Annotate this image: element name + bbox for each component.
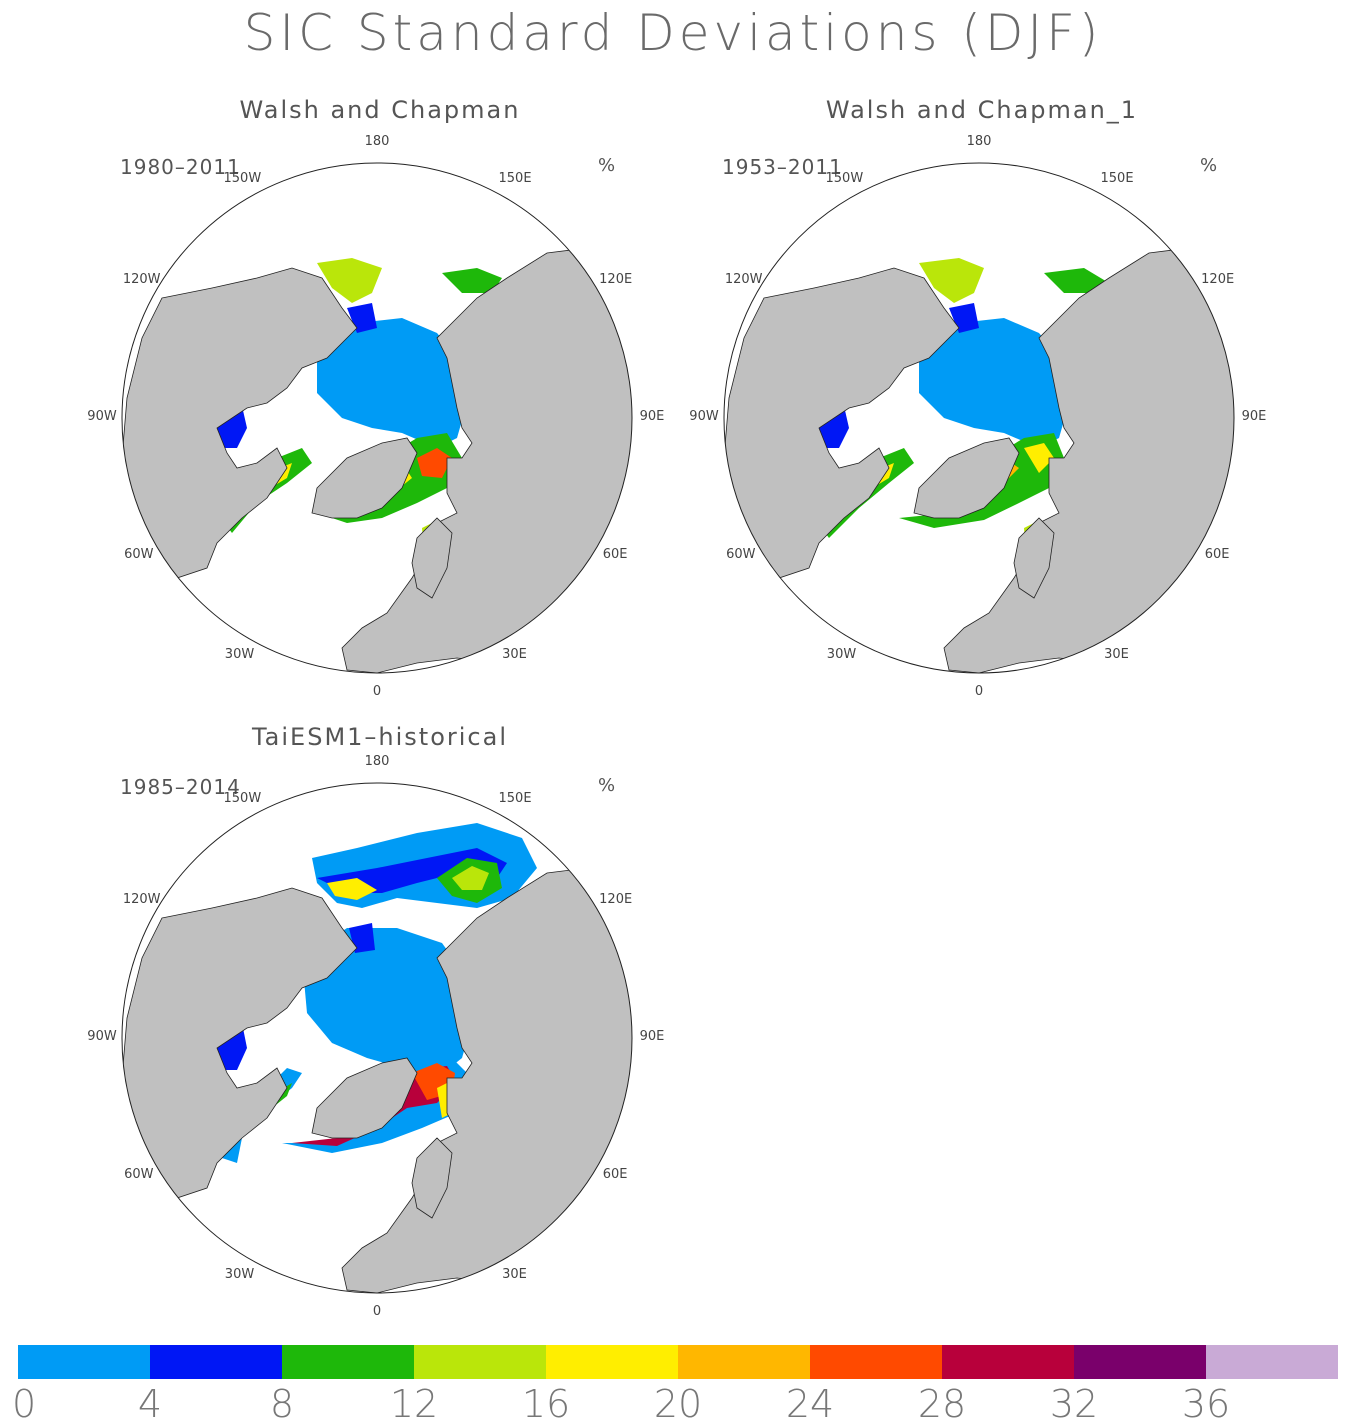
panel-period-3: 1985–2014 xyxy=(120,775,241,799)
lon-label: 30W xyxy=(224,1267,255,1283)
polar-map-2 xyxy=(719,158,1239,678)
lon-label: 150W xyxy=(825,170,864,186)
colorbar-swatch xyxy=(678,1345,810,1379)
lon-label: 150E xyxy=(498,170,532,186)
lon-label: 180 xyxy=(364,754,390,769)
colorbar-swatch xyxy=(282,1345,414,1379)
lon-label: 150W xyxy=(223,790,262,806)
lon-label: 30E xyxy=(502,1267,527,1283)
lon-label: 150E xyxy=(1100,170,1134,186)
lon-label: 120W xyxy=(122,891,161,907)
lon-label: 30W xyxy=(224,647,255,663)
colorbar-tick-label: 4 xyxy=(137,1382,163,1426)
lon-label: 60W xyxy=(124,546,154,562)
lon-label: 150E xyxy=(498,790,532,806)
lon-label: 180 xyxy=(966,134,992,149)
lon-label: 120E xyxy=(599,891,633,907)
colorbar-tick-label: 12 xyxy=(389,1382,439,1426)
polar-map-1 xyxy=(117,158,637,678)
colorbar-swatch xyxy=(1074,1345,1206,1379)
colorbar-swatch xyxy=(942,1345,1074,1379)
lon-label: 0 xyxy=(974,684,984,699)
lon-label: 120E xyxy=(599,271,633,287)
lon-label: 90W xyxy=(689,409,719,424)
lon-label: 150W xyxy=(223,170,262,186)
colorbar-swatch xyxy=(546,1345,678,1379)
lon-label: 30W xyxy=(826,647,857,663)
lon-label: 60E xyxy=(1204,546,1230,562)
lon-label: 120W xyxy=(724,271,763,287)
colorbar-tick-label: 28 xyxy=(917,1382,967,1426)
lon-label: 60W xyxy=(726,546,756,562)
panel-unit-2: % xyxy=(1200,155,1218,176)
lon-label: 90E xyxy=(639,409,665,424)
lon-label: 0 xyxy=(372,1304,382,1319)
lon-label: 60E xyxy=(602,1166,628,1182)
panel-period-1: 1980–2011 xyxy=(120,155,241,179)
panel-title-1: Walsh and Chapman xyxy=(239,96,521,124)
colorbar-swatch xyxy=(18,1345,150,1379)
lon-label: 180 xyxy=(364,134,390,149)
colorbar-swatch xyxy=(810,1345,942,1379)
lon-label: 30E xyxy=(1104,647,1129,663)
panel-title-3: TaiESM1–historical xyxy=(251,723,509,751)
colorbar-tick-label: 36 xyxy=(1181,1382,1231,1426)
lon-label: 90E xyxy=(1241,409,1267,424)
panel-period-2: 1953–2011 xyxy=(722,155,843,179)
colorbar-swatch xyxy=(1206,1345,1338,1379)
colorbar-tick-label: 32 xyxy=(1049,1382,1099,1426)
lon-label: 90E xyxy=(639,1029,665,1044)
colorbar-swatch xyxy=(150,1345,282,1379)
lon-label: 120W xyxy=(122,271,161,287)
lon-label: 0 xyxy=(372,684,382,699)
panel-unit-1: % xyxy=(598,155,616,176)
lon-label: 30E xyxy=(502,647,527,663)
lon-label: 60W xyxy=(124,1166,154,1182)
colorbar-tick-label: 0 xyxy=(11,1382,37,1426)
colorbar-tick-label: 8 xyxy=(269,1382,295,1426)
panel-unit-3: % xyxy=(598,775,616,796)
lon-label: 120E xyxy=(1201,271,1235,287)
lon-label: 90W xyxy=(87,1029,117,1044)
colorbar xyxy=(18,1345,1338,1379)
polar-map-3 xyxy=(117,778,637,1298)
colorbar-swatch xyxy=(414,1345,546,1379)
colorbar-tick-label: 24 xyxy=(785,1382,835,1426)
colorbar-tick-label: 16 xyxy=(521,1382,571,1426)
lon-label: 60E xyxy=(602,546,628,562)
figure-title: SIC Standard Deviations (DJF) xyxy=(243,4,1103,62)
colorbar-tick-label: 20 xyxy=(653,1382,703,1426)
panel-title-2: Walsh and Chapman_1 xyxy=(825,96,1139,124)
lon-label: 90W xyxy=(87,409,117,424)
